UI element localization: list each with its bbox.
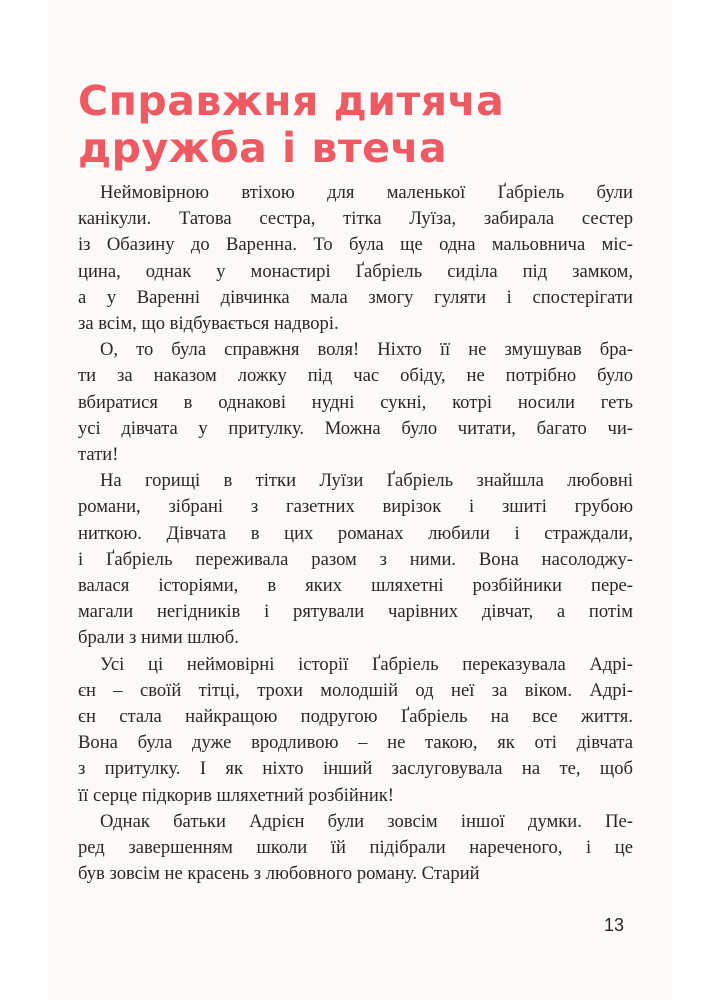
- chapter-title-line: Справжня дитяча: [78, 77, 505, 125]
- page-number: 13: [604, 915, 625, 935]
- text-line: О, то була справжня воля! Ніхто її не змушував бра-: [100, 339, 633, 361]
- text-line: Вона була дуже вродливою – не такою, як оті дівчата: [78, 732, 633, 754]
- text-line: романи, зібрані з газетних вирізок і зшиті грубою: [78, 496, 633, 518]
- text-line: а у Варенні дівчинка мала змогу гуляти і спостерігати: [78, 286, 633, 308]
- text-line: єн – своїй тітці, трохи молодшій од неї за віком. Адрі-: [78, 679, 633, 701]
- text-line: з притулку. І як ніхто інший заслуговувала на те, щоб: [78, 758, 633, 780]
- text-line: канікули. Татова сестра, тітка Луїза, забирала сестер: [78, 208, 633, 230]
- text-line: Неймовірною втіхою для маленької Ґабріель були: [100, 182, 633, 203]
- text-line: із Обазину до Варенна. То була ще одна мальовнича міс-: [78, 234, 633, 256]
- text-line: валася історіями, в яких шляхетні розбійники пере-: [78, 575, 633, 597]
- paragraph: [78, 468, 633, 651]
- body-text: [78, 180, 633, 887]
- text-line: єн стала найкращою подругою Ґабріель на все життя.: [78, 706, 633, 728]
- text-line: був зовсім не красень з любовного роману. Старий: [78, 863, 480, 885]
- text-line: магали негідників і рятували чарівних дівчат, а потім: [78, 601, 633, 623]
- text-line: ниткою. Дівчата в цих романах любили і страждали,: [78, 522, 633, 544]
- chapter-title-line: дружба і втеча: [78, 124, 448, 172]
- text-line: брали з ними шлюб.: [78, 627, 239, 649]
- text-line: цина, однак у монастирі Ґабріель сиділа під замком,: [78, 260, 633, 282]
- text-line: Однак батьки Адрієн були зовсім іншої думки. Пе-: [100, 810, 633, 832]
- paragraph: [78, 809, 633, 888]
- text-line: ти за наказом ложку під час обіду, не потрібно було: [78, 365, 633, 387]
- text-line: ред завершенням школи їй підібрали нареченого, і це: [78, 837, 633, 859]
- paragraph: [78, 180, 633, 337]
- text-line: На горищі в тітки Луїзи Ґабріель знайшла любовні: [100, 470, 633, 492]
- text-line: і Ґабріель переживала разом з ними. Вона насолоджу-: [78, 548, 633, 570]
- text-line: Усі ці неймовірні історії Ґабріель переказувала Адрі-: [100, 653, 633, 675]
- text-line: її серце підкорив шляхетний розбійник!: [78, 784, 395, 806]
- paragraph: [78, 337, 633, 468]
- chapter-title: [78, 78, 638, 172]
- text-line: за всім, що відбувається надворі.: [78, 313, 339, 335]
- text-line: усі дівчата у притулку. Можна було читати, багато чи-: [78, 417, 633, 439]
- text-line: вбиратися в однакові нудні сукні, котрі носили геть: [78, 391, 633, 413]
- text-line: тати!: [78, 444, 119, 466]
- paragraph: [78, 652, 633, 809]
